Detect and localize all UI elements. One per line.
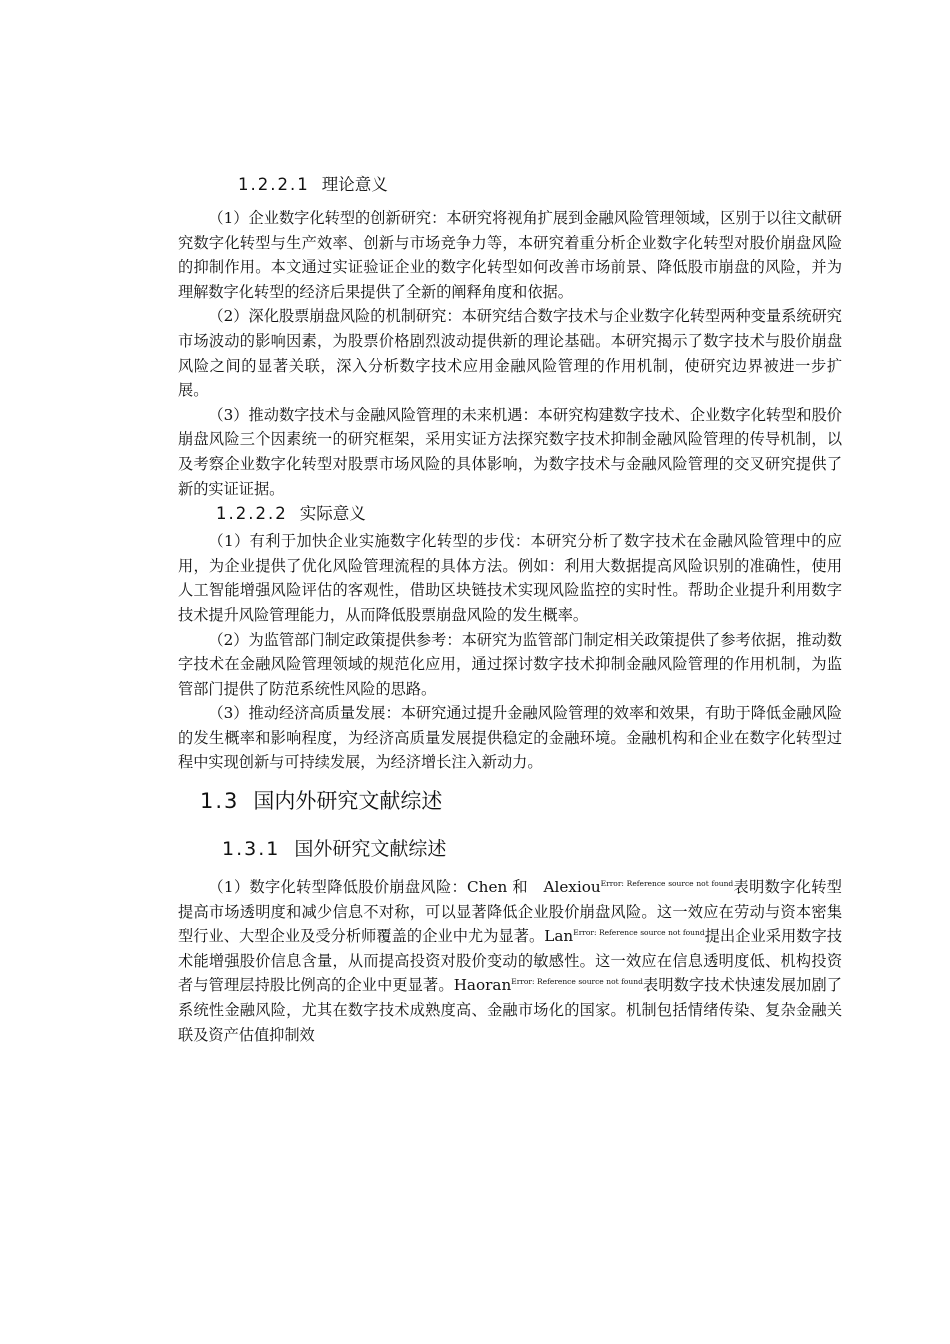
paragraph-practice-3: （3）推动经济高质量发展：本研究通过提升金融风险管理的效率和效果，有助于降低金融风险的发生概率和影响程度，为经济高质量发展提供稳定的金融环境。金融机构和企业在数字化转型过程中实现创新与可持续发展，为经济增长注入新动力。 [178,704,842,772]
paragraph-theory-3: （3）推动数字技术与金融风险管理的未来机遇：本研究构建数字技术、企业数字化转型和股价崩盘风险三个因素统一的研究框架，采用实证方法探究数字技术抑制金融风险管理的传导机制，以及考察企业数字化转型对股票市场风险的具体影响，为数字技术与金融风险管理的交叉研究提供了新的实证证据。 [178,405,842,498]
paragraph-practice-1: （1）有利于加快企业实施数字化转型的步伐：本研究分析了数字技术在金融风险管理中的应用，为企业提供了优化风险管理流程的具体方法。例如：利用大数据提高风险识别的准确性，使用人工智能增强风险评估的客观性，借助区块链技术实现风险监控的实时性。帮助企业提升利用数字技术提升风险管理能力，从而降低股票崩盘风险的发生概率。 [178,532,842,624]
heading-title: 国外研究文献综述 [294,838,447,861]
reference-error-citation[interactable]: Error: Reference source not found [511,977,643,987]
paragraph-theory-2: （2）深化股票崩盘风险的机制研究：本研究结合数字技术与企业数字化转型两种变量系统研究市场波动的影响因素，为股票价格剧烈波动提供新的理论基础。本研究揭示了数字技术与股价崩盘风险之间的显著关联，深入分析数字技术应用金融风险管理的作用机制，使研究边界被进一步扩展。 [178,307,842,400]
heading-title: 实际意义 [299,504,366,524]
heading-practical-significance [178,501,842,529]
text-segment: 表明数字化转型提高市场透明度和减少信息不对称，可以显著降低企业股价崩盘风险。这一效应在劳动与资本密集型行业、大型企业及受分析师覆盖的企业中尤为显著。Lan [178,878,842,946]
paragraph-theory-1: （1）企业数字化转型的创新研究：本研究将视角扩展到金融风险管理领域，区别于以往文献研究数字化转型与生产效率、创新与市场竞争力等，本研究着重分析企业数字化转型对股价崩盘风险的抑制作用。本文通过实证验证企业的数字化转型如何改善市场前景、降低股市崩盘的风险，并为理解数字化转型的经济后果提供了全新的阐释角度和依据。 [178,209,842,301]
paragraph-practice-2: （2）为监管部门制定政策提供参考：本研究为监管部门制定相关政策提供了参考依据，推动数字技术在金融风险管理领域的规范化应用，通过探讨数字技术抑制金融风险管理的作用机制，为监管部门提供了防范系统性风险的思路。 [178,630,842,698]
subsection-heading-foreign-literature [178,825,842,869]
heading-title: 国内外研究文献综述 [253,789,443,814]
page-content [178,172,842,1047]
heading-number: 1.2.2.2 [216,504,288,524]
reference-error-citation[interactable]: Error: Reference source not found [573,928,705,938]
reference-error-citation[interactable]: Error: Reference source not found [600,879,734,889]
heading-number: 1.3 [200,789,240,814]
heading-number: 1.2.2.1 [238,175,310,194]
text-segment: 提出企业采用数字技术能增强股价信息含量，从而提高投资对股价变动的敏感性。这一效应在信息透明度低、机构投资者与管理层持股比例高的企业中更显著。Haoran [178,927,843,995]
heading-number: 1.3.1 [222,838,281,861]
text-segment: 表明数字技术快速发展加剧了系统性金融风险，尤其在数字技术成熟度高、金融市场化的国家。机制包括情绪传染、复杂金融关联及资产估值抑制效 [178,976,842,1044]
paragraph-literature-1 [178,875,842,1047]
heading-title: 理论意义 [321,175,388,194]
heading-theoretical-significance [178,172,842,200]
section-heading-literature-review [178,781,842,825]
text-segment: （1）数字化转型降低股价崩盘风险：Chen 和 Alexiou [208,878,601,897]
